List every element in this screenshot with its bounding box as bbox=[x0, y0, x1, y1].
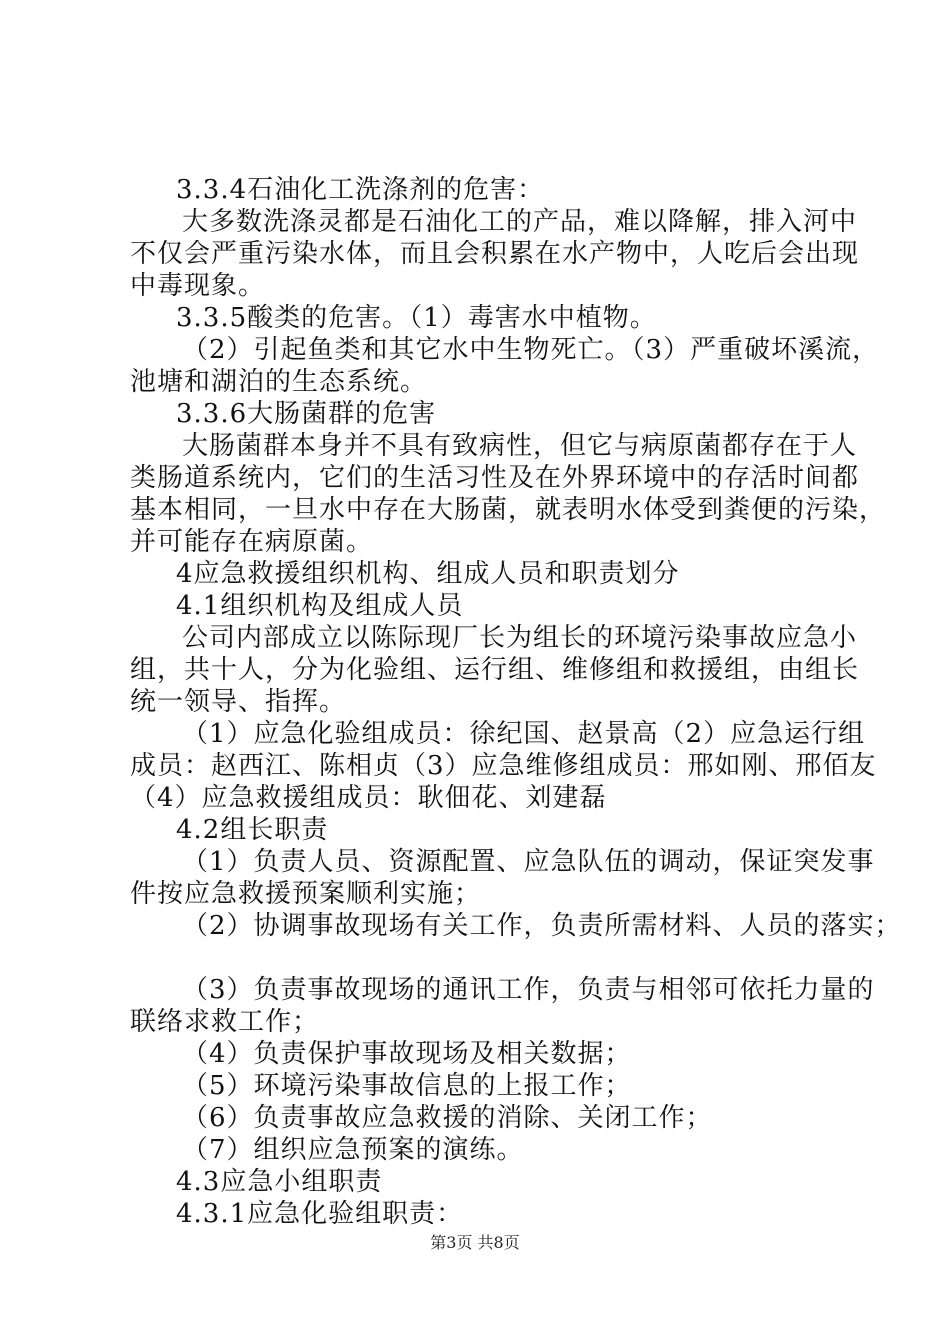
paragraph-line: 大多数洗涤灵都是石油化工的产品，难以降解，排入河中 bbox=[182, 207, 858, 237]
paragraph-line: 公司内部成立以陈际现厂长为组长的环境污染事故应急小 bbox=[182, 623, 858, 653]
heading-3-3-4: 3.3.4石油化工洗涤剂的危害： bbox=[176, 175, 545, 205]
heading-4-3: 4.3应急小组职责 bbox=[176, 1167, 383, 1197]
paragraph-line: 成员：赵西江、陈相贞（3）应急维修组成员：邢如刚、邢佰友 bbox=[130, 751, 877, 781]
list-item: （6）负责事故应急救援的消除、关闭工作； bbox=[182, 1103, 713, 1133]
paragraph-line: （4）应急救援组成员：耿佃花、刘建磊 bbox=[130, 783, 607, 813]
paragraph-line: 统一领导、指挥。 bbox=[130, 687, 347, 717]
list-item: （1）负责人员、资源配置、应急队伍的调动，保证突发事 bbox=[182, 847, 875, 877]
list-item: （3）负责事故现场的通讯工作，负责与相邻可依托力量的 bbox=[182, 975, 875, 1005]
list-item: （7）组织应急预案的演练。 bbox=[182, 1135, 524, 1165]
heading-4-1: 4.1组织机构及组成人员 bbox=[176, 591, 464, 621]
paragraph-line: 类肠道系统内，它们的生活习性及在外界环境中的存活时间都 bbox=[130, 463, 860, 493]
paragraph-line: 池塘和湖泊的生态系统。 bbox=[130, 367, 428, 397]
list-item: （4）负责保护事故现场及相关数据； bbox=[182, 1039, 632, 1069]
list-item: （2）协调事故现场有关工作，负责所需材料、人员的落实； bbox=[182, 911, 902, 941]
paragraph-line: （1）应急化验组成员：徐纪国、赵景高（2）应急运行组 bbox=[182, 719, 866, 749]
list-item-continuation: 联络求救工作； bbox=[130, 1007, 320, 1037]
paragraph-line: 组，共十人，分为化验组、运行组、维修组和救援组，由组长 bbox=[130, 655, 860, 685]
paragraph-line: 不仅会严重污染水体，而且会积累在水产物中，人吃后会出现 bbox=[130, 239, 860, 269]
list-item-continuation: 件按应急救援预案顺利实施； bbox=[130, 879, 482, 909]
paragraph-line: 大肠菌群本身并不具有致病性，但它与病原菌都存在于人 bbox=[182, 431, 858, 461]
heading-4-3-1: 4.3.1应急化验组职责： bbox=[176, 1199, 464, 1229]
paragraph-line: 中毒现象。 bbox=[130, 271, 266, 301]
heading-4-2: 4.2组长职责 bbox=[176, 815, 329, 845]
heading-3-3-5: 3.3.5酸类的危害。（1）毒害水中植物。 bbox=[176, 303, 657, 333]
heading-4: 4应急救援组织机构、组成人员和职责划分 bbox=[176, 559, 680, 589]
paragraph-line: 基本相同，一旦水中存在大肠菌，就表明水体受到粪便的污染， bbox=[130, 495, 887, 525]
list-item: （5）环境污染事故信息的上报工作； bbox=[182, 1071, 632, 1101]
paragraph-line: 并可能存在病原菌。 bbox=[130, 527, 374, 557]
heading-3-3-6: 3.3.6大肠菌群的危害 bbox=[176, 399, 437, 429]
page-footer: 第3页 共8页 bbox=[430, 1233, 520, 1252]
paragraph-line: （2）引起鱼类和其它水中生物死亡。（3）严重破坏溪流， bbox=[182, 335, 880, 365]
